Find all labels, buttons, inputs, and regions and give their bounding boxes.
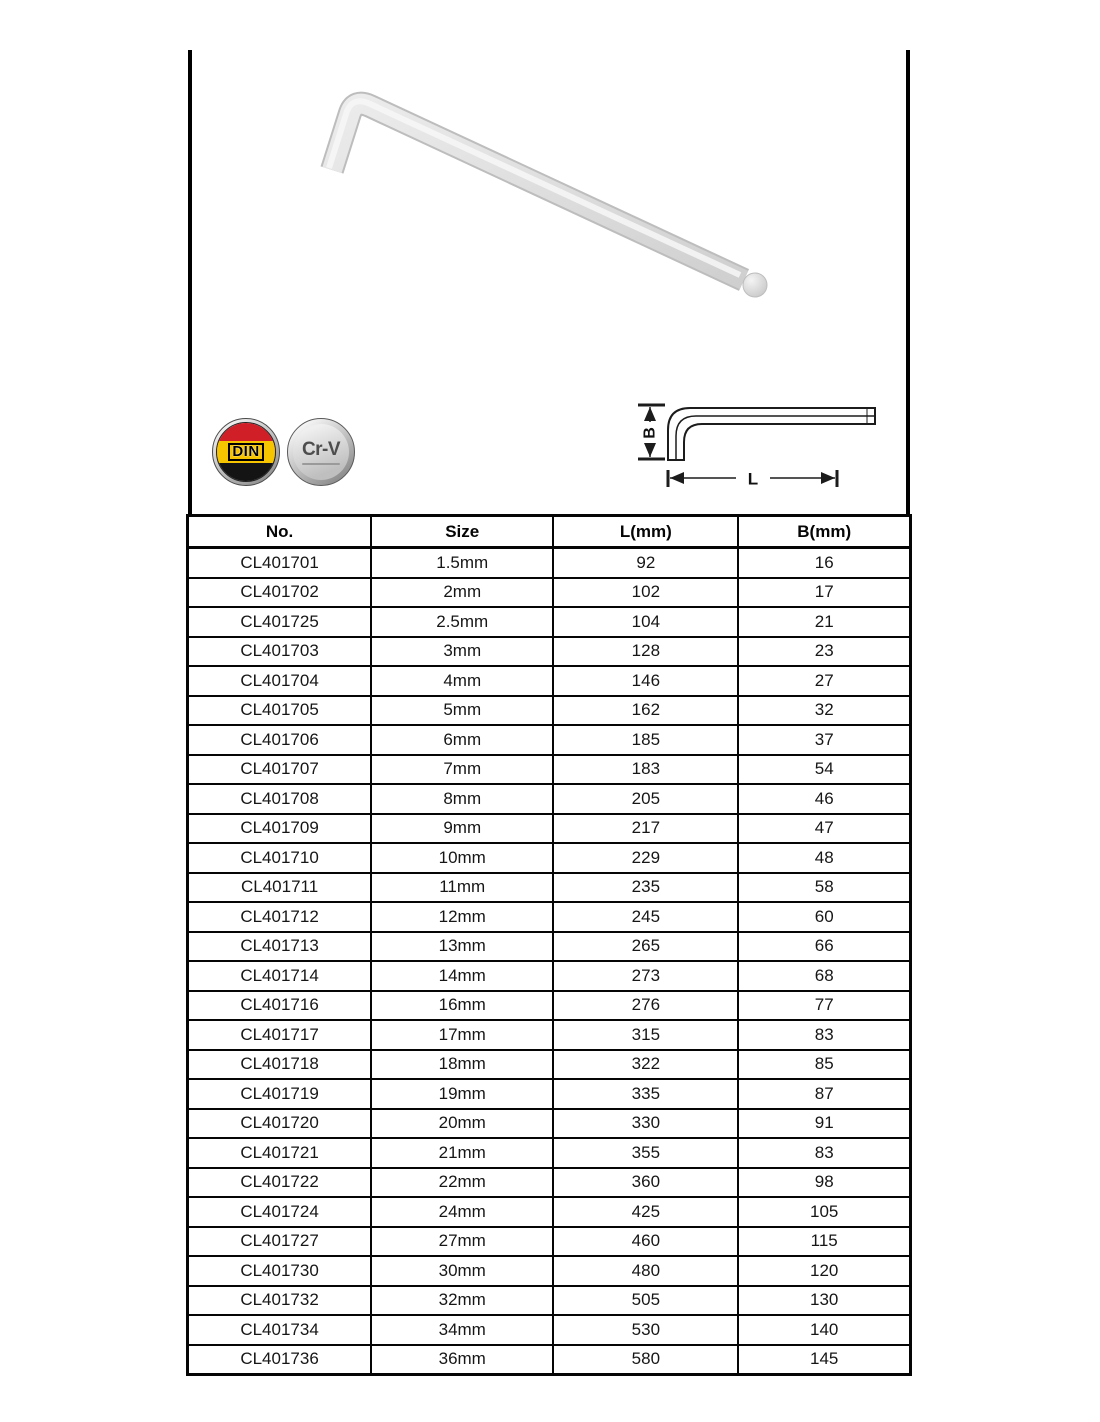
- table-cell: CL401705: [188, 696, 372, 726]
- din-yellow-band: [217, 441, 275, 463]
- table-cell: 145: [738, 1345, 910, 1375]
- table-cell: CL401725: [188, 607, 372, 637]
- table-cell: 14mm: [371, 961, 553, 991]
- table-cell: 22mm: [371, 1168, 553, 1198]
- table-cell: 335: [553, 1079, 738, 1109]
- table-row: [188, 1286, 911, 1316]
- table-row: [188, 1256, 911, 1286]
- table-cell: 91: [738, 1109, 910, 1139]
- table-row: [188, 1109, 911, 1139]
- table-cell: 276: [553, 991, 738, 1021]
- table-cell: 355: [553, 1138, 738, 1168]
- table-cell: 6mm: [371, 725, 553, 755]
- table-cell: 21: [738, 607, 910, 637]
- table-cell: 16mm: [371, 991, 553, 1021]
- dimension-b-label: B: [641, 427, 659, 439]
- table-cell: 217: [553, 814, 738, 844]
- table-cell: CL401719: [188, 1079, 372, 1109]
- table-row: [188, 991, 911, 1021]
- table-header-row: [188, 516, 911, 548]
- table-cell: 92: [553, 548, 738, 578]
- table-row: [188, 1168, 911, 1198]
- table-cell: 120: [738, 1256, 910, 1286]
- column-header-l: L(mm): [553, 516, 738, 548]
- crv-badge-face: [293, 424, 349, 480]
- table-cell: 273: [553, 961, 738, 991]
- table-cell: 18mm: [371, 1050, 553, 1080]
- table-cell: 34mm: [371, 1315, 553, 1345]
- table-cell: 530: [553, 1315, 738, 1345]
- table-cell: 47: [738, 814, 910, 844]
- table-cell: 580: [553, 1345, 738, 1375]
- table-cell: 265: [553, 932, 738, 962]
- table-cell: 460: [553, 1227, 738, 1257]
- table-cell: CL401718: [188, 1050, 372, 1080]
- table-cell: 16: [738, 548, 910, 578]
- table-row: [188, 843, 911, 873]
- din-badge-face: [216, 422, 276, 482]
- table-cell: 4mm: [371, 666, 553, 696]
- table-cell: 23: [738, 637, 910, 667]
- hex-key-photo-icon: [329, 101, 767, 297]
- table-cell: 3mm: [371, 637, 553, 667]
- table-cell: 27mm: [371, 1227, 553, 1257]
- spec-table-body: [188, 548, 911, 1375]
- table-cell: 21mm: [371, 1138, 553, 1168]
- table-row: [188, 1050, 911, 1080]
- table-cell: CL401732: [188, 1286, 372, 1316]
- table-cell: 58: [738, 873, 910, 903]
- table-cell: CL401710: [188, 843, 372, 873]
- table-row: [188, 666, 911, 696]
- table-cell: 77: [738, 991, 910, 1021]
- table-cell: 315: [553, 1020, 738, 1050]
- table-cell: 162: [553, 696, 738, 726]
- table-cell: 229: [553, 843, 738, 873]
- table-row: [188, 1227, 911, 1257]
- din-badge-label: DIN: [228, 443, 263, 461]
- table-row: [188, 755, 911, 785]
- table-cell: 8mm: [371, 784, 553, 814]
- table-cell: CL401716: [188, 991, 372, 1021]
- table-row: [188, 814, 911, 844]
- table-cell: CL401724: [188, 1197, 372, 1227]
- table-row: [188, 902, 911, 932]
- table-row: [188, 1020, 911, 1050]
- table-row: [188, 1138, 911, 1168]
- table-cell: 330: [553, 1109, 738, 1139]
- table-cell: 66: [738, 932, 910, 962]
- table-cell: CL401734: [188, 1315, 372, 1345]
- table-row: [188, 932, 911, 962]
- table-row: [188, 873, 911, 903]
- table-cell: 11mm: [371, 873, 553, 903]
- table-cell: CL401707: [188, 755, 372, 785]
- table-row: [188, 1315, 911, 1345]
- table-cell: 48: [738, 843, 910, 873]
- table-row: [188, 961, 911, 991]
- table-cell: 20mm: [371, 1109, 553, 1139]
- spec-table: [186, 514, 912, 1376]
- table-cell: CL401711: [188, 873, 372, 903]
- table-cell: 235: [553, 873, 738, 903]
- table-cell: 98: [738, 1168, 910, 1198]
- dimension-b: [638, 405, 665, 459]
- table-cell: 245: [553, 902, 738, 932]
- table-cell: 128: [553, 637, 738, 667]
- table-cell: 68: [738, 961, 910, 991]
- table-cell: CL401706: [188, 725, 372, 755]
- table-cell: 24mm: [371, 1197, 553, 1227]
- column-header-no: No.: [188, 516, 372, 548]
- table-cell: 2mm: [371, 578, 553, 608]
- table-cell: 105: [738, 1197, 910, 1227]
- table-cell: 32: [738, 696, 910, 726]
- dimension-diagram: [638, 405, 875, 489]
- table-row: [188, 1197, 911, 1227]
- table-cell: 322: [553, 1050, 738, 1080]
- table-cell: 19mm: [371, 1079, 553, 1109]
- table-row: [188, 548, 911, 578]
- table-cell: 83: [738, 1138, 910, 1168]
- table-cell: 205: [553, 784, 738, 814]
- table-cell: 183: [553, 755, 738, 785]
- crv-underline: [302, 463, 340, 465]
- table-cell: CL401722: [188, 1168, 372, 1198]
- table-row: [188, 578, 911, 608]
- table-cell: 104: [553, 607, 738, 637]
- dimension-l: [668, 470, 837, 489]
- table-row: [188, 696, 911, 726]
- table-cell: 102: [553, 578, 738, 608]
- table-cell: 37: [738, 725, 910, 755]
- table-cell: CL401713: [188, 932, 372, 962]
- table-cell: 2.5mm: [371, 607, 553, 637]
- table-cell: 17: [738, 578, 910, 608]
- dimension-l-label: L: [747, 469, 759, 489]
- table-cell: 480: [553, 1256, 738, 1286]
- din-badge: [212, 418, 280, 486]
- table-cell: 17mm: [371, 1020, 553, 1050]
- table-row: [188, 607, 911, 637]
- table-cell: CL401721: [188, 1138, 372, 1168]
- table-row: [188, 784, 911, 814]
- table-cell: 146: [553, 666, 738, 696]
- table-cell: 30mm: [371, 1256, 553, 1286]
- table-cell: CL401730: [188, 1256, 372, 1286]
- table-cell: 9mm: [371, 814, 553, 844]
- table-cell: 60: [738, 902, 910, 932]
- table-cell: 10mm: [371, 843, 553, 873]
- table-cell: 46: [738, 784, 910, 814]
- table-cell: CL401727: [188, 1227, 372, 1257]
- table-cell: 115: [738, 1227, 910, 1257]
- table-cell: CL401720: [188, 1109, 372, 1139]
- table-cell: CL401736: [188, 1345, 372, 1375]
- table-row: [188, 637, 911, 667]
- table-cell: CL401709: [188, 814, 372, 844]
- table-cell: 1.5mm: [371, 548, 553, 578]
- table-cell: 54: [738, 755, 910, 785]
- table-cell: CL401704: [188, 666, 372, 696]
- table-cell: 7mm: [371, 755, 553, 785]
- table-cell: 140: [738, 1315, 910, 1345]
- table-cell: 36mm: [371, 1345, 553, 1375]
- table-cell: 85: [738, 1050, 910, 1080]
- table-cell: 12mm: [371, 902, 553, 932]
- table-cell: 360: [553, 1168, 738, 1198]
- crv-badge-label: Cr-V: [301, 439, 341, 460]
- table-cell: CL401714: [188, 961, 372, 991]
- table-cell: CL401702: [188, 578, 372, 608]
- table-cell: CL401701: [188, 548, 372, 578]
- crv-badge: [287, 418, 355, 486]
- table-cell: 130: [738, 1286, 910, 1316]
- table-cell: 83: [738, 1020, 910, 1050]
- table-cell: 505: [553, 1286, 738, 1316]
- table-cell: 5mm: [371, 696, 553, 726]
- table-cell: CL401717: [188, 1020, 372, 1050]
- table-cell: 185: [553, 725, 738, 755]
- table-cell: 13mm: [371, 932, 553, 962]
- table-row: [188, 725, 911, 755]
- table-cell: 32mm: [371, 1286, 553, 1316]
- table-cell: 27: [738, 666, 910, 696]
- table-cell: CL401712: [188, 902, 372, 932]
- table-cell: 425: [553, 1197, 738, 1227]
- table-row: [188, 1345, 911, 1375]
- table-cell: CL401708: [188, 784, 372, 814]
- column-header-b: B(mm): [738, 516, 910, 548]
- table-cell: 87: [738, 1079, 910, 1109]
- table-row: [188, 1079, 911, 1109]
- column-header-size: Size: [371, 516, 553, 548]
- table-cell: CL401703: [188, 637, 372, 667]
